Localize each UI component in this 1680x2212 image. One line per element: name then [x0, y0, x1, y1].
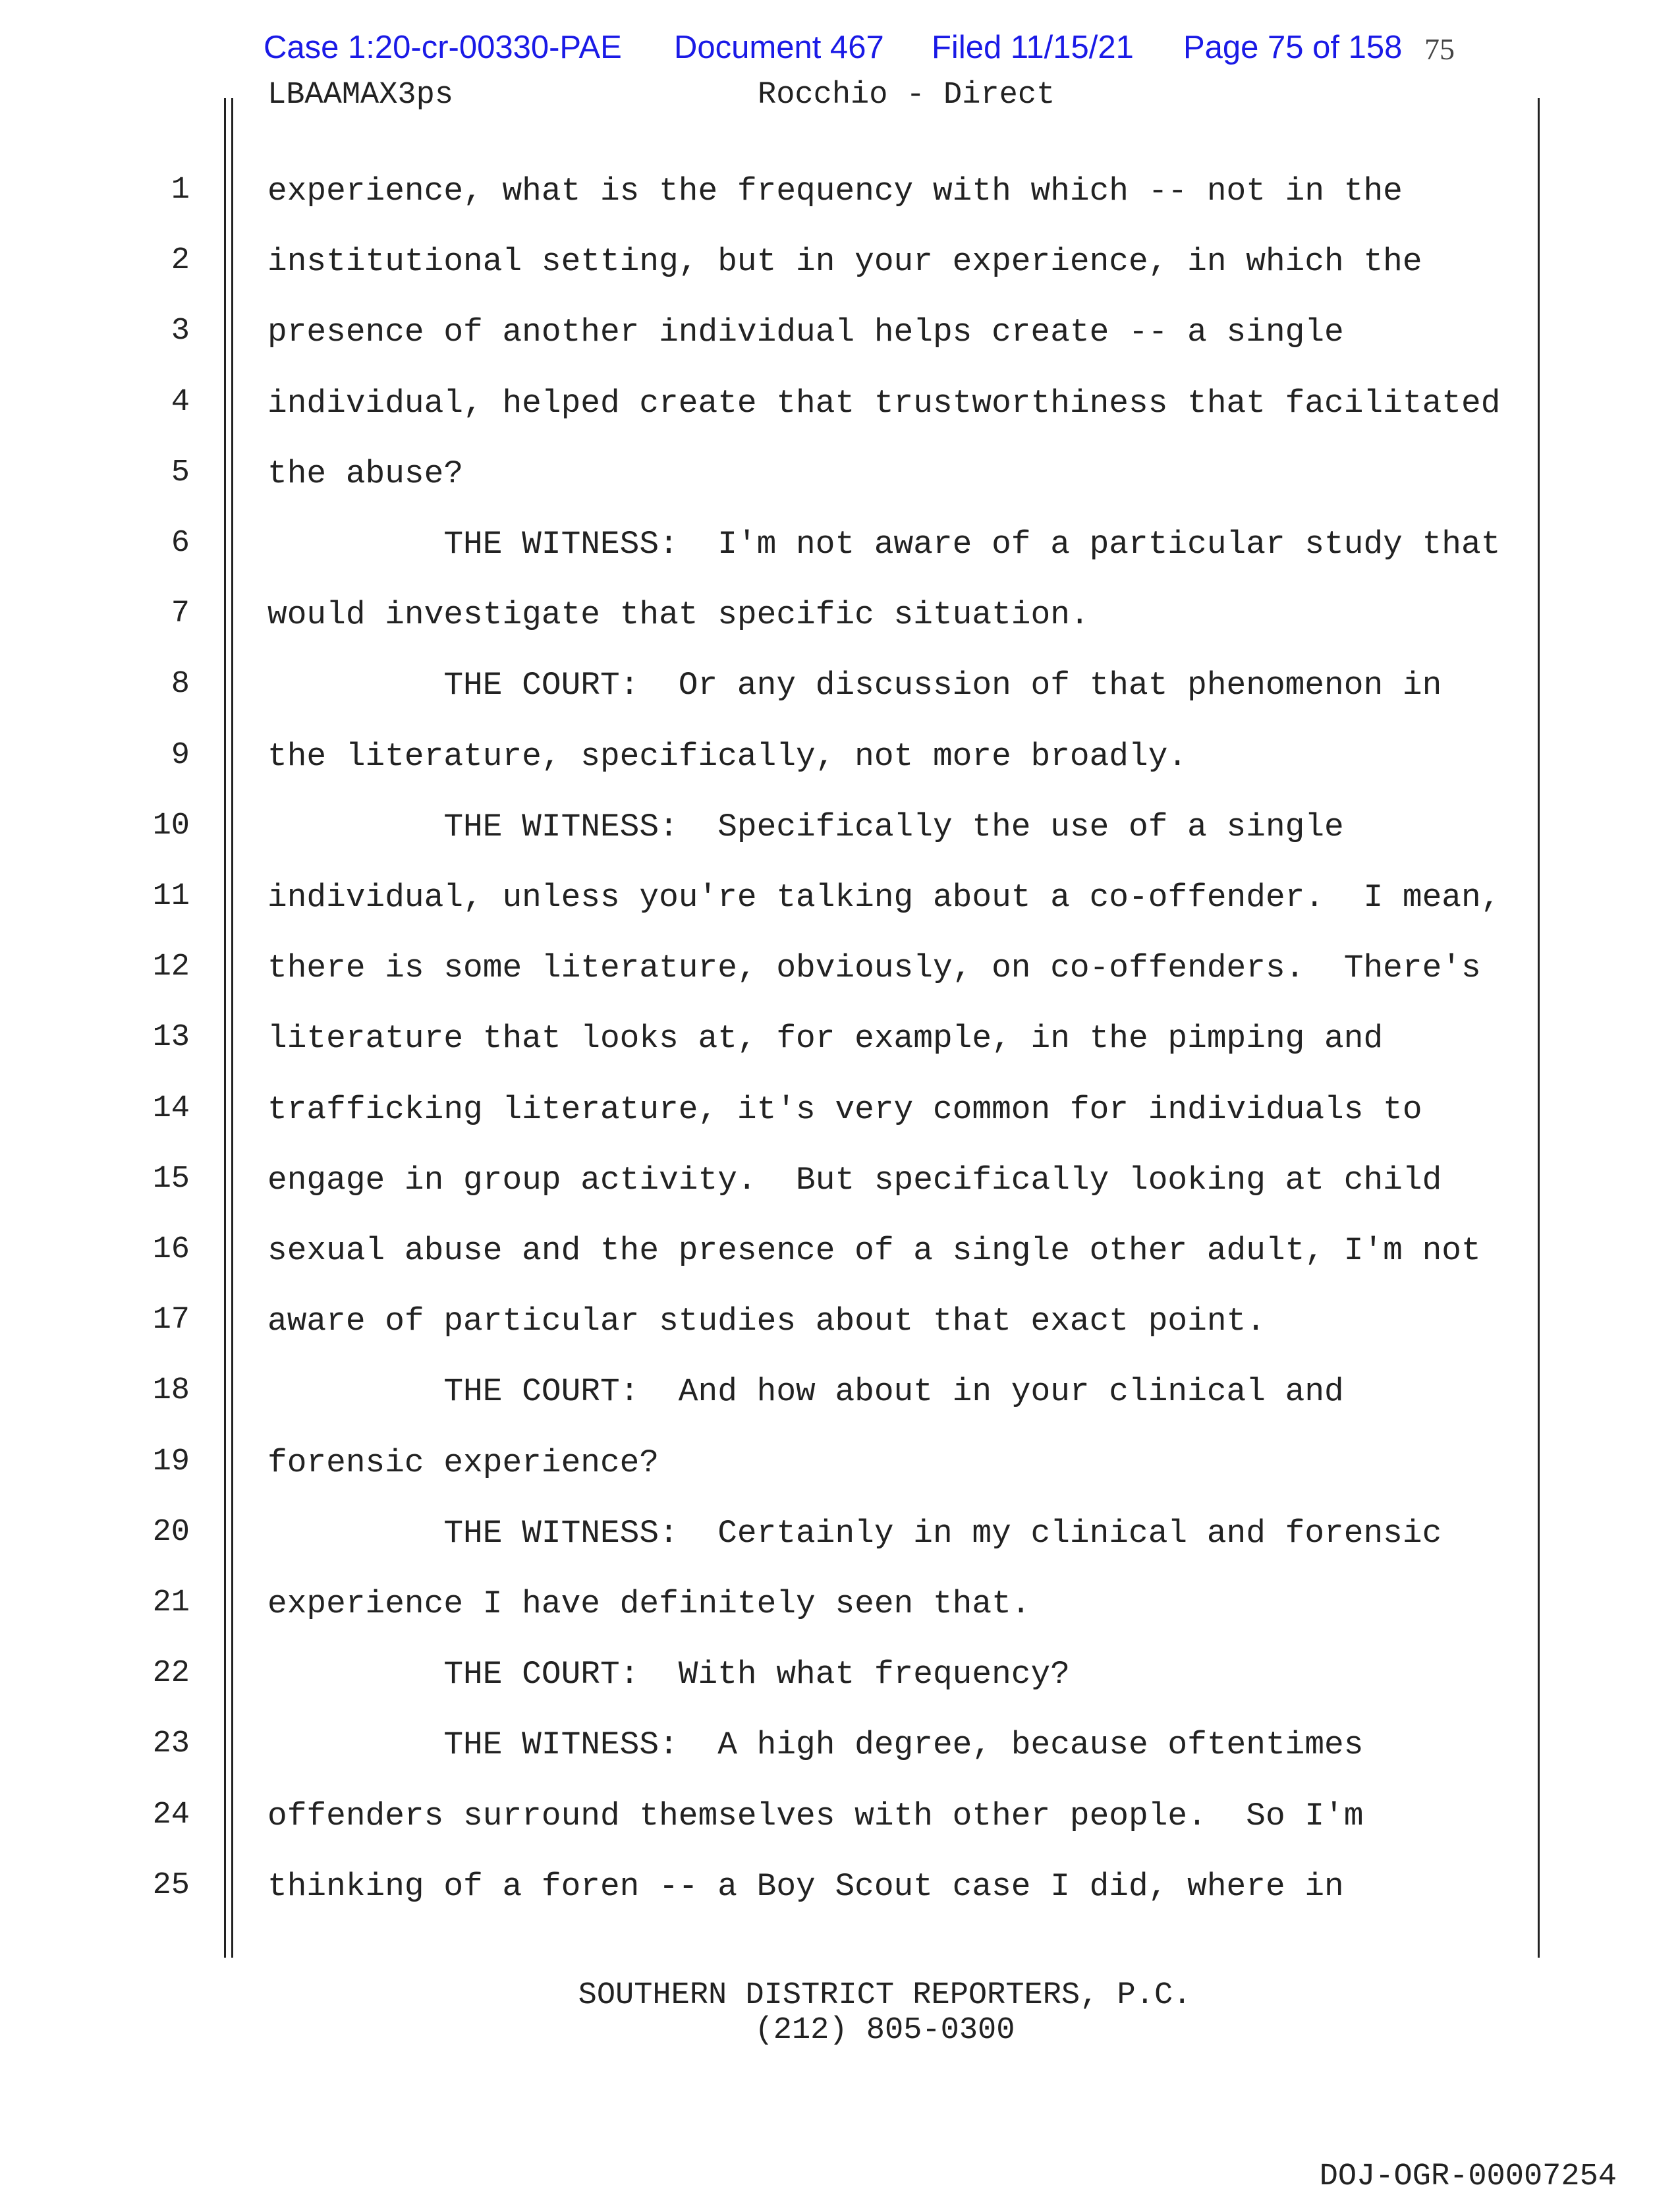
line-number: 23: [152, 1726, 190, 1762]
document-number: Document 467: [674, 30, 884, 65]
line-number: 15: [152, 1161, 190, 1197]
filed-date: Filed 11/15/21: [932, 30, 1134, 65]
left-margin-rule-inner: [231, 98, 233, 1958]
line-number: 9: [171, 737, 190, 773]
line-number: 20: [152, 1514, 190, 1550]
line-number: 16: [152, 1232, 190, 1267]
line-number: 21: [152, 1585, 190, 1620]
transcript-line: thinking of a foren -- a Boy Scout case I did, where in: [267, 1867, 1344, 1905]
transcript-line: THE WITNESS: Certainly in my clinical and forensic: [267, 1514, 1442, 1552]
transcript-line: would investigate that specific situation.: [267, 596, 1090, 634]
transcript-line: THE COURT: Or any discussion of that phenomenon in: [267, 667, 1442, 704]
transcript-line: sexual abuse and the presence of a single other adult, I'm not: [267, 1232, 1481, 1269]
transcript-line: the literature, specifically, not more broadly.: [267, 737, 1188, 775]
line-number: 6: [171, 526, 190, 561]
case-number: Case 1:20-cr-00330-PAE: [264, 30, 622, 65]
transcript-line: THE WITNESS: I'm not aware of a particular study that: [267, 526, 1501, 563]
transcript-line: engage in group activity. But specifically looking at child: [267, 1161, 1442, 1199]
bates-number: DOJ-OGR-00007254: [1319, 2159, 1617, 2194]
line-number: 5: [171, 455, 190, 490]
line-number: 14: [152, 1091, 190, 1126]
transcript-line: there is some literature, obviously, on co-offenders. There's: [267, 950, 1481, 987]
line-number: 1: [171, 173, 190, 208]
transcript-line: offenders surround themselves with other people. So I'm: [267, 1797, 1364, 1834]
transcript-line: experience, what is the frequency with which -- not in the: [267, 173, 1403, 210]
line-number: 3: [171, 314, 190, 349]
transcript-line: THE COURT: With what frequency?: [267, 1656, 1070, 1693]
transcript-line: THE WITNESS: Specifically the use of a single: [267, 808, 1344, 845]
page-number: 75: [1424, 32, 1455, 66]
line-number: 11: [152, 879, 190, 914]
page-of-total: Page 75 of 158: [1183, 30, 1403, 65]
transcript-line: individual, helped create that trustworthiness that facilitated: [267, 384, 1501, 422]
reporter-phone: (212) 805-0300: [754, 2013, 1015, 2048]
transcript-line: THE WITNESS: A high degree, because oftentimes: [267, 1726, 1364, 1764]
transcript-code: LBAAMAX3ps: [267, 78, 454, 113]
line-number: 17: [152, 1303, 190, 1338]
line-number: 8: [171, 667, 190, 702]
transcript-line: forensic experience?: [267, 1444, 659, 1481]
line-number: 24: [152, 1797, 190, 1832]
line-number: 4: [171, 384, 190, 420]
transcript-line: literature that looks at, for example, in the pimping and: [267, 1020, 1384, 1058]
line-number: 22: [152, 1656, 190, 1691]
transcript-line: institutional setting, but in your experience, in which the: [267, 243, 1422, 281]
transcript-line: trafficking literature, it's very common for individuals to: [267, 1091, 1422, 1128]
line-number: 10: [152, 808, 190, 843]
line-number: 25: [152, 1867, 190, 1903]
transcript-line: THE COURT: And how about in your clinical and: [267, 1373, 1344, 1411]
transcript-line: aware of particular studies about that exact point.: [267, 1303, 1266, 1340]
line-number: 12: [152, 950, 190, 985]
transcript-line: presence of another individual helps create -- a single: [267, 314, 1344, 351]
line-number: 2: [171, 243, 190, 279]
transcript-line: the abuse?: [267, 455, 464, 492]
line-number: 19: [152, 1444, 190, 1479]
line-number: 18: [152, 1373, 190, 1409]
transcript-line: experience I have definitely seen that.: [267, 1585, 1031, 1622]
transcript-section-title: Rocchio - Direct: [758, 78, 1055, 113]
transcript-line: individual, unless you're talking about a co-offender. I mean,: [267, 879, 1501, 916]
left-margin-rule: [224, 98, 226, 1958]
line-number: 13: [152, 1020, 190, 1056]
right-margin-rule: [1538, 98, 1540, 1958]
reporter-name: SOUTHERN DISTRICT REPORTERS, P.C.: [578, 1978, 1192, 2013]
line-number: 7: [171, 596, 190, 632]
